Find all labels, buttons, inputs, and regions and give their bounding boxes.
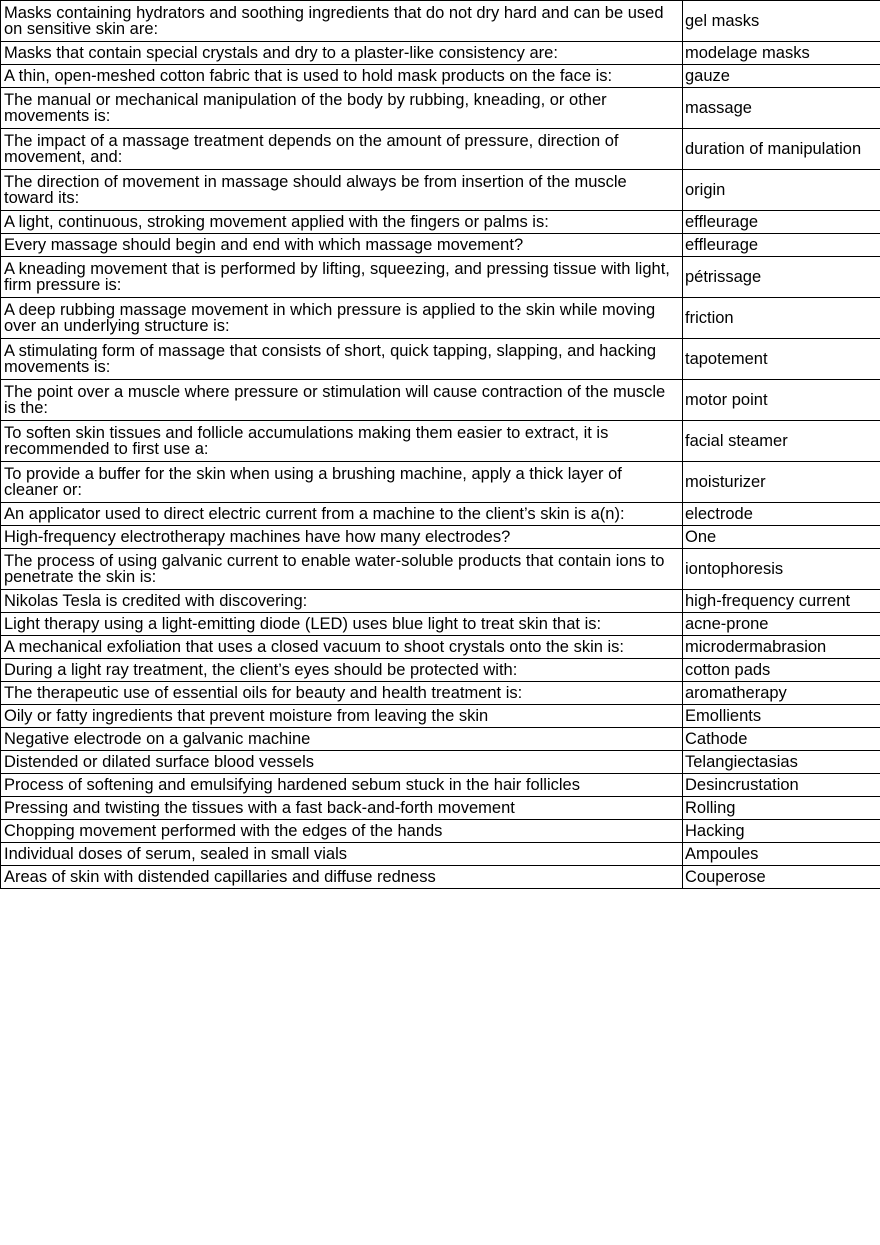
question-cell: A light, continuous, stroking movement applied with the fingers or palms is: — [1, 211, 683, 234]
table-row — [1, 211, 880, 234]
table-row — [1, 636, 880, 659]
table-row — [1, 843, 880, 866]
question-cell: A kneading movement that is performed by lifting, squeezing, and pressing tissue with light, firm pressure is: — [1, 257, 683, 298]
table-row — [1, 820, 880, 843]
answer-cell: motor point — [683, 380, 880, 421]
table-row — [1, 797, 880, 820]
table-row — [1, 1, 880, 42]
answer-cell: aromatherapy — [683, 682, 880, 705]
answer-cell: moisturizer — [683, 462, 880, 503]
table-row — [1, 65, 880, 88]
answer-cell: Cathode — [683, 728, 880, 751]
table-row — [1, 42, 880, 65]
question-cell: Individual doses of serum, sealed in small vials — [1, 843, 683, 866]
answer-cell: Rolling — [683, 797, 880, 820]
answer-cell: origin — [683, 170, 880, 211]
question-cell: To soften skin tissues and follicle accumulations making them easier to extract, it is recommended to first use a: — [1, 421, 683, 462]
table-row — [1, 503, 880, 526]
answer-cell: Telangiectasias — [683, 751, 880, 774]
question-cell: A stimulating form of massage that consists of short, quick tapping, slapping, and hacking movements is: — [1, 339, 683, 380]
question-cell: A deep rubbing massage movement in which pressure is applied to the skin while moving over an underlying structure is: — [1, 298, 683, 339]
table-row — [1, 298, 880, 339]
question-cell: During a light ray treatment, the client’s eyes should be protected with: — [1, 659, 683, 682]
question-cell: The direction of movement in massage should always be from insertion of the muscle toward its: — [1, 170, 683, 211]
answer-cell: modelage masks — [683, 42, 880, 65]
answer-cell: facial steamer — [683, 421, 880, 462]
question-cell: Every massage should begin and end with which massage movement? — [1, 234, 683, 257]
question-cell: The impact of a massage treatment depends on the amount of pressure, direction of movement, and: — [1, 129, 683, 170]
answer-cell: duration of manipulation — [683, 129, 880, 170]
table-row — [1, 339, 880, 380]
table-row — [1, 705, 880, 728]
table-row — [1, 380, 880, 421]
question-cell: An applicator used to direct electric current from a machine to the client’s skin is a(n): — [1, 503, 683, 526]
question-cell: To provide a buffer for the skin when using a brushing machine, apply a thick layer of cleaner or: — [1, 462, 683, 503]
question-cell: Masks containing hydrators and soothing ingredients that do not dry hard and can be used on sensitive skin are: — [1, 1, 683, 42]
answer-cell: iontophoresis — [683, 549, 880, 590]
answer-cell: cotton pads — [683, 659, 880, 682]
answer-cell: One — [683, 526, 880, 549]
answer-cell: Hacking — [683, 820, 880, 843]
table-row — [1, 170, 880, 211]
table-row — [1, 751, 880, 774]
table-row — [1, 129, 880, 170]
answer-cell: Desincrustation — [683, 774, 880, 797]
answer-cell: gauze — [683, 65, 880, 88]
answer-cell: tapotement — [683, 339, 880, 380]
question-cell: Negative electrode on a galvanic machine — [1, 728, 683, 751]
table-row — [1, 659, 880, 682]
question-cell: The manual or mechanical manipulation of the body by rubbing, kneading, or other movements is: — [1, 88, 683, 129]
answer-cell: effleurage — [683, 234, 880, 257]
question-cell: Oily or fatty ingredients that prevent moisture from leaving the skin — [1, 705, 683, 728]
question-cell: The process of using galvanic current to enable water-soluble products that contain ions to penetrate the skin is: — [1, 549, 683, 590]
question-cell: Process of softening and emulsifying hardened sebum stuck in the hair follicles — [1, 774, 683, 797]
answer-cell: effleurage — [683, 211, 880, 234]
question-cell: Chopping movement performed with the edges of the hands — [1, 820, 683, 843]
table-row — [1, 774, 880, 797]
table-row — [1, 728, 880, 751]
answer-cell: acne-prone — [683, 613, 880, 636]
table-row — [1, 421, 880, 462]
answer-cell: gel masks — [683, 1, 880, 42]
table-row — [1, 590, 880, 613]
answer-cell: microdermabrasion — [683, 636, 880, 659]
answer-cell: Emollients — [683, 705, 880, 728]
question-cell: Nikolas Tesla is credited with discovering: — [1, 590, 683, 613]
question-cell: Areas of skin with distended capillaries and diffuse redness — [1, 866, 683, 889]
table-row — [1, 88, 880, 129]
answer-cell: Couperose — [683, 866, 880, 889]
answer-cell: friction — [683, 298, 880, 339]
question-cell: A thin, open-meshed cotton fabric that is used to hold mask products on the face is: — [1, 65, 683, 88]
question-cell: Pressing and twisting the tissues with a fast back-and-forth movement — [1, 797, 683, 820]
answer-cell: pétrissage — [683, 257, 880, 298]
answer-cell: massage — [683, 88, 880, 129]
question-cell: Distended or dilated surface blood vessels — [1, 751, 683, 774]
question-cell: Light therapy using a light-emitting diode (LED) uses blue light to treat skin that is: — [1, 613, 683, 636]
question-cell: A mechanical exfoliation that uses a closed vacuum to shoot crystals onto the skin is: — [1, 636, 683, 659]
table-row — [1, 613, 880, 636]
question-cell: The therapeutic use of essential oils for beauty and health treatment is: — [1, 682, 683, 705]
table-row — [1, 866, 880, 889]
question-cell: The point over a muscle where pressure or stimulation will cause contraction of the muscle is the: — [1, 380, 683, 421]
table-row — [1, 526, 880, 549]
question-cell: High-frequency electrotherapy machines have how many electrodes? — [1, 526, 683, 549]
question-cell: Masks that contain special crystals and dry to a plaster-like consistency are: — [1, 42, 683, 65]
answer-cell: high-frequency current — [683, 590, 880, 613]
table-row — [1, 234, 880, 257]
table-row — [1, 549, 880, 590]
answer-cell: electrode — [683, 503, 880, 526]
table-row — [1, 257, 880, 298]
answer-cell: Ampoules — [683, 843, 880, 866]
table-row — [1, 462, 880, 503]
table-row — [1, 682, 880, 705]
